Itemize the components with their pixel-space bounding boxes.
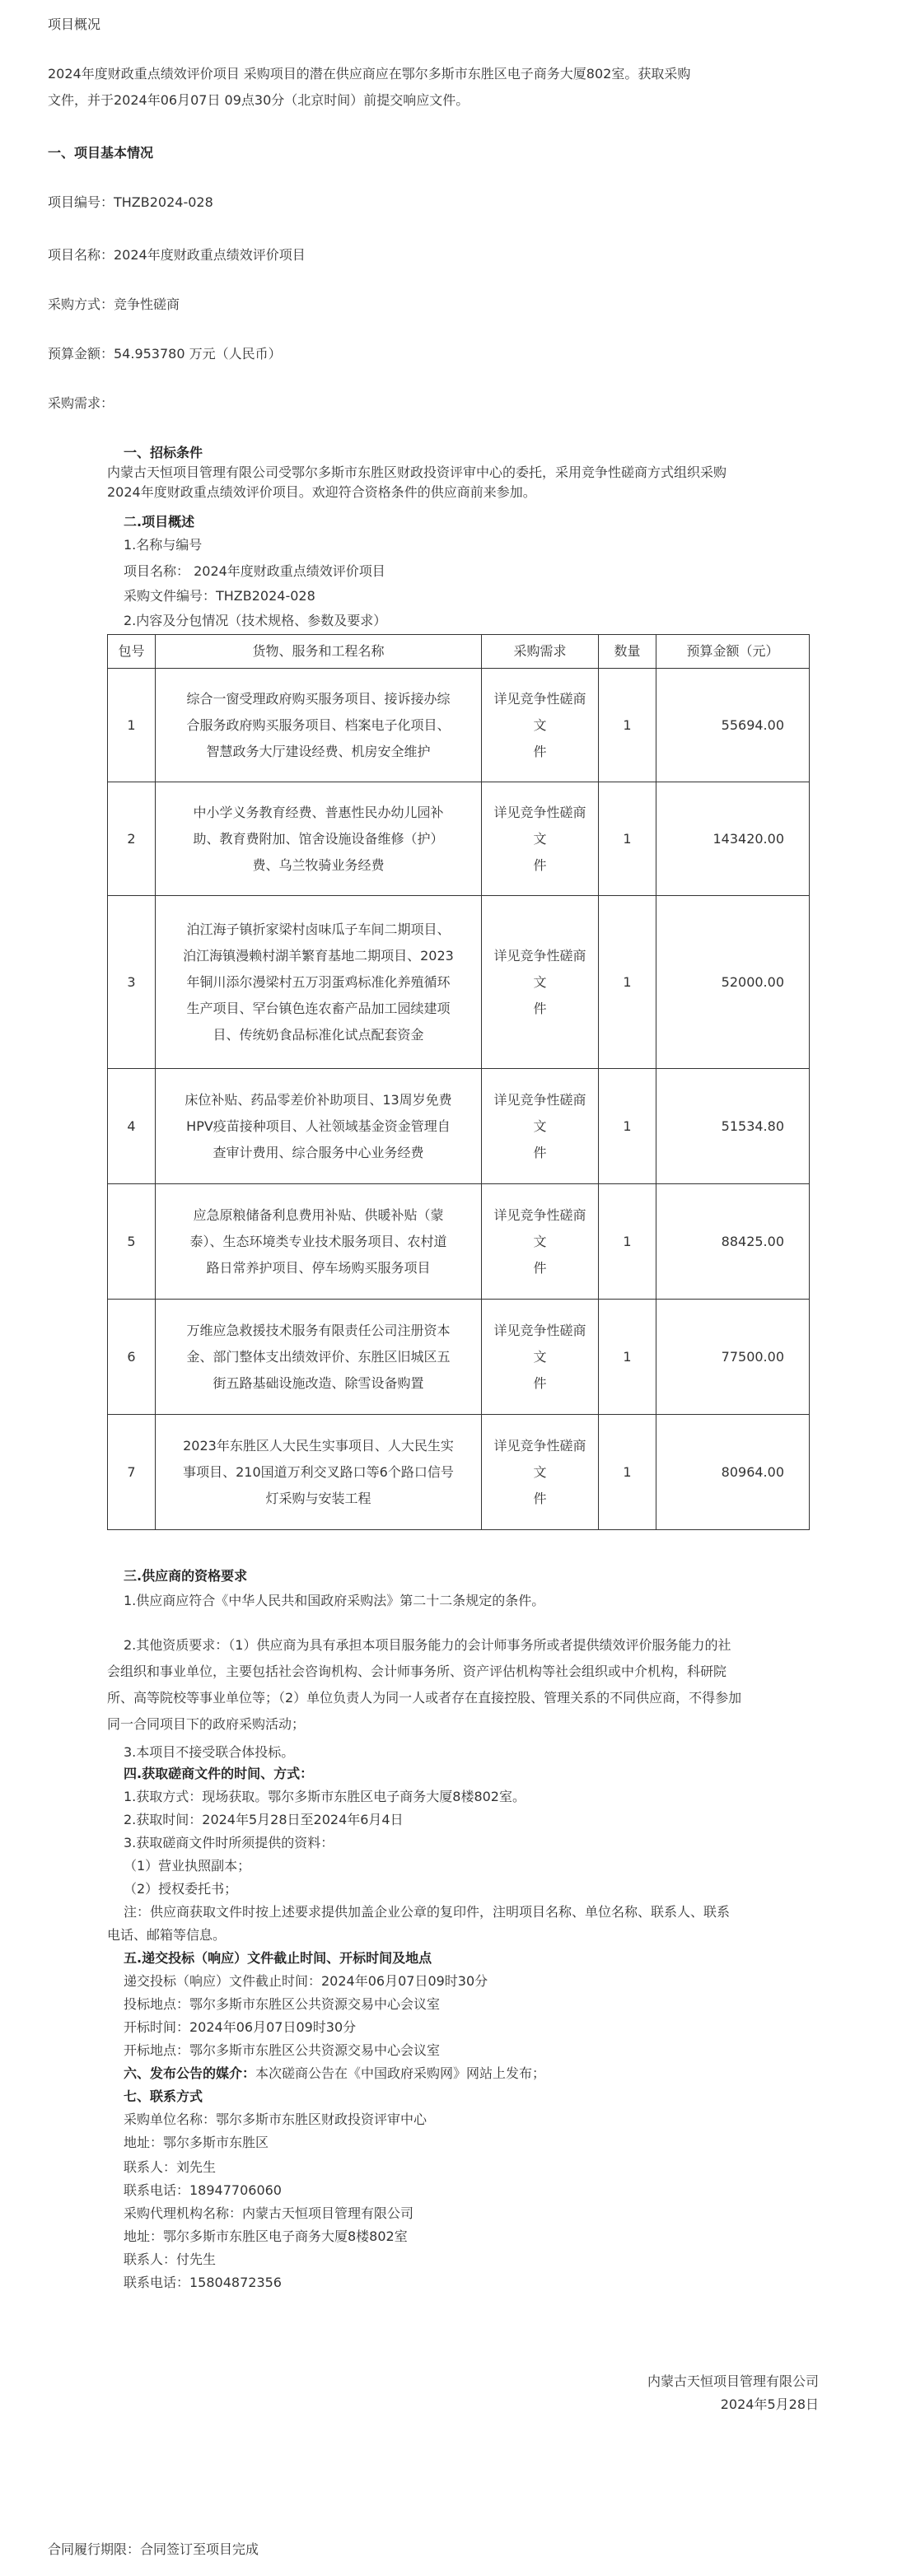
requirement-line: 件 bbox=[533, 1259, 547, 1276]
item-name-line: 年铜川添尔漫梁村五万羽蛋鸡标准化养殖循环 bbox=[186, 973, 451, 990]
cell-quantity: 1 bbox=[599, 782, 656, 896]
item-name-line: HPV疫苗接种项目、人社领域基金资金管理自 bbox=[186, 1118, 451, 1134]
cell-package-no: 3 bbox=[108, 896, 156, 1069]
item-name-line: 金、部门整体支出绩效评价、东胜区旧城区五 bbox=[186, 1348, 451, 1365]
cell-package-no: 6 bbox=[108, 1300, 156, 1415]
requirement-line: 详见竞争性磋商文 bbox=[493, 1206, 586, 1249]
item-name-line: 费、乌兰牧骑业务经费 bbox=[252, 856, 385, 873]
req-sub-2: 项目名称： 2024年度财政重点绩效评价项目 bbox=[124, 563, 385, 579]
cell-requirement bbox=[482, 1300, 599, 1415]
cell-budget: 52000.00 bbox=[656, 896, 810, 1069]
section-6 bbox=[124, 2064, 545, 2084]
buyer-address: 地址：鄂尔多斯市东胜区 bbox=[124, 2135, 269, 2150]
opening-location: 开标地点：鄂尔多斯市东胜区公共资源交易中心会议室 bbox=[124, 2042, 441, 2058]
cell-item-name bbox=[156, 782, 482, 896]
req-heading-2: 二.项目概述 bbox=[124, 514, 195, 530]
item-name-line: 合服务政府购买服务项目、档案电子化项目、 bbox=[186, 716, 451, 733]
requirement-line: 件 bbox=[533, 1374, 547, 1391]
qualification-3: 3.本项目不接受联合体投标。 bbox=[124, 1744, 295, 1760]
agency-address: 地址：鄂尔多斯市东胜区电子商务大厦8楼802室 bbox=[124, 2228, 408, 2244]
buyer-phone: 联系电话：18947706060 bbox=[124, 2182, 282, 2198]
req-content-line-2: 2024年度财政重点绩效评价项目。欢迎符合资格条件的供应商前来参加。 bbox=[107, 484, 536, 500]
section-5-heading: 五.递交投标（响应）文件截止时间、开标时间及地点 bbox=[124, 1950, 432, 1966]
requirement-line: 详见竞争性磋商文 bbox=[493, 690, 586, 733]
procurement-method: 采购方式：竞争性磋商 bbox=[48, 296, 180, 312]
req-sub-3: 采购文件编号：THZB2024-028 bbox=[124, 588, 315, 604]
cell-budget: 77500.00 bbox=[656, 1300, 810, 1415]
req-sub-4: 2.内容及分包情况（技术规格、参数及要求） bbox=[124, 613, 387, 628]
buyer-contact: 联系人：刘先生 bbox=[124, 2159, 217, 2175]
cell-quantity: 1 bbox=[599, 669, 656, 782]
requirement-line: 件 bbox=[533, 1490, 547, 1506]
submission-deadline: 递交投标（响应）文件截止时间：2024年06月07日09时30分 bbox=[124, 1973, 488, 1989]
col-item-name: 货物、服务和工程名称 bbox=[156, 635, 482, 669]
acquire-time: 2.获取时间：2024年5月28日至2024年6月4日 bbox=[124, 1812, 404, 1827]
cell-item-name bbox=[156, 896, 482, 1069]
section-7-heading: 七、联系方式 bbox=[124, 2088, 203, 2104]
cell-item-name bbox=[156, 1300, 482, 1415]
agency-contact: 联系人：付先生 bbox=[124, 2252, 217, 2267]
table-row bbox=[108, 896, 810, 1069]
acquire-note-line-2: 电话、邮箱等信息。 bbox=[107, 1927, 227, 1943]
item-name-line: 街五路基础设施改造、除雪设备购置 bbox=[213, 1374, 424, 1391]
cell-requirement bbox=[482, 1415, 599, 1530]
agency-phone: 联系电话：15804872356 bbox=[124, 2275, 282, 2290]
cell-quantity: 1 bbox=[599, 1184, 656, 1300]
cell-budget: 80964.00 bbox=[656, 1415, 810, 1530]
item-name-line: 泊江海子镇折家梁村卤味瓜子车间二期项目、 bbox=[186, 921, 451, 937]
item-name-line: 生产项目、罕台镇色连农畜产品加工园续建项 bbox=[186, 1000, 451, 1016]
cell-requirement bbox=[482, 1069, 599, 1184]
qualification-1: 1.供应商应符合《中华人民共和国政府采购法》第二十二条规定的条件。 bbox=[124, 1593, 545, 1608]
item-name-line: 路日常养护项目、停车场购买服务项目 bbox=[206, 1259, 431, 1276]
cell-package-no: 5 bbox=[108, 1184, 156, 1300]
section-1-heading: 一、项目基本情况 bbox=[48, 145, 154, 161]
item-name-line: 2023年东胜区人大民生实事项目、人大民生实 bbox=[183, 1437, 454, 1454]
requirement-line: 件 bbox=[533, 743, 547, 759]
acquire-note-line-1: 注：供应商获取文件时按上述要求提供加盖企业公章的复印件，注明项目名称、单位名称、联系人、联系 bbox=[124, 1904, 731, 1920]
overview-line-2: 文件，并于2024年06月07日 09点30分（北京时间）前提交响应文件。 bbox=[48, 92, 470, 108]
cell-requirement bbox=[482, 669, 599, 782]
item-name-line: 灯采购与安装工程 bbox=[265, 1490, 371, 1506]
acquire-method: 1.获取方式：现场获取。鄂尔多斯市东胜区电子商务大厦8楼802室。 bbox=[124, 1789, 526, 1804]
acquire-materials: 3.获取磋商文件时所须提供的资料： bbox=[124, 1835, 334, 1850]
col-budget: 预算金额（元） bbox=[656, 635, 810, 669]
qualification-2-line-3: 所、高等院校等事业单位等；（2）单位负责人为同一人或者存在直接控股、管理关系的不同供应商，不得参加 bbox=[107, 1690, 742, 1706]
item-name-line: 床位补贴、药品零差价补助项目、13周岁免费 bbox=[185, 1091, 452, 1108]
requirement-line: 件 bbox=[533, 1000, 547, 1016]
cell-package-no: 7 bbox=[108, 1415, 156, 1530]
overview-heading: 项目概况 bbox=[48, 16, 101, 32]
agency-name: 采购代理机构名称：内蒙古天恒项目管理有限公司 bbox=[124, 2205, 414, 2221]
table-row bbox=[108, 1300, 810, 1415]
requirement-line: 详见竞争性磋商文 bbox=[493, 1091, 586, 1134]
qualification-2-line-1: 2.其他资质要求：（1）供应商为具有承担本项目服务能力的会计师事务所或者提供绩效评价服务能力的社 bbox=[124, 1637, 731, 1653]
project-name: 项目名称：2024年度财政重点绩效评价项目 bbox=[48, 247, 306, 263]
item-name-line: 中小学义务教育经费、普惠性民办幼儿园补 bbox=[193, 804, 444, 820]
item-name-line: 事项目、210国道万利交叉路口等6个路口信号 bbox=[183, 1463, 454, 1480]
cell-quantity: 1 bbox=[599, 896, 656, 1069]
table-row bbox=[108, 782, 810, 896]
requirement-line: 详见竞争性磋商文 bbox=[493, 1322, 586, 1365]
bid-location: 投标地点：鄂尔多斯市东胜区公共资源交易中心会议室 bbox=[124, 1996, 441, 2012]
requirement-line: 件 bbox=[533, 1144, 547, 1160]
cell-budget: 143420.00 bbox=[656, 782, 810, 896]
cell-requirement bbox=[482, 896, 599, 1069]
cell-item-name bbox=[156, 1415, 482, 1530]
project-number: 项目编号：THZB2024-028 bbox=[48, 194, 213, 210]
section-3-heading: 三.供应商的资格要求 bbox=[124, 1568, 248, 1584]
material-1: （1）营业执照副本； bbox=[124, 1858, 251, 1874]
cell-quantity: 1 bbox=[599, 1300, 656, 1415]
footer-date: 2024年5月28日 bbox=[720, 2396, 819, 2412]
cell-budget: 55694.00 bbox=[656, 669, 810, 782]
cell-package-no: 4 bbox=[108, 1069, 156, 1184]
material-2: （2）授权委托书； bbox=[124, 1881, 238, 1897]
table-row bbox=[108, 1069, 810, 1184]
requirement-line: 详见竞争性磋商文 bbox=[493, 947, 586, 990]
item-name-line: 查审计费用、综合服务中心业务经费 bbox=[213, 1144, 424, 1160]
req-heading-1: 一、招标条件 bbox=[124, 445, 203, 460]
qualification-2-line-2: 会组织和事业单位，主要包括社会咨询机构、会计师事务所、资产评估机构等社会组织或中介机构，科研院 bbox=[107, 1664, 727, 1679]
col-quantity: 数量 bbox=[599, 635, 656, 669]
section-4-heading: 四.获取磋商文件的时间、方式： bbox=[124, 1766, 314, 1781]
cell-quantity: 1 bbox=[599, 1069, 656, 1184]
item-name-line: 综合一窗受理政府购买服务项目、接诉接办综 bbox=[186, 690, 451, 707]
cell-package-no: 1 bbox=[108, 669, 156, 782]
cell-quantity: 1 bbox=[599, 1415, 656, 1530]
cell-package-no: 2 bbox=[108, 782, 156, 896]
cell-requirement bbox=[482, 1184, 599, 1300]
contract-period: 合同履行期限：合同签订至项目完成 bbox=[48, 2541, 259, 2557]
item-name-line: 智慧政务大厅建设经费、机房安全维护 bbox=[206, 743, 431, 759]
item-name-line: 应急原粮储备利息费用补贴、供暖补贴（蒙 bbox=[193, 1206, 444, 1223]
col-requirement: 采购需求 bbox=[482, 635, 599, 669]
section-6-text: 本次磋商公告在《中国政府采购网》网站上发布； bbox=[255, 2065, 546, 2081]
item-name-line: 目、传统奶食品标准化试点配套资金 bbox=[213, 1026, 424, 1043]
table-header-row bbox=[108, 635, 810, 669]
req-sub-1: 1.名称与编号 bbox=[124, 537, 203, 553]
cell-requirement bbox=[482, 782, 599, 896]
cell-item-name bbox=[156, 669, 482, 782]
cell-item-name bbox=[156, 1184, 482, 1300]
requirement-line: 详见竞争性磋商文 bbox=[493, 1437, 586, 1480]
cell-budget: 88425.00 bbox=[656, 1184, 810, 1300]
requirement-line: 详见竞争性磋商文 bbox=[493, 804, 586, 847]
item-name-line: 万维应急救援技术服务有限责任公司注册资本 bbox=[186, 1322, 451, 1338]
requirement-line: 件 bbox=[533, 856, 547, 873]
col-package-no: 包号 bbox=[108, 635, 156, 669]
table-row bbox=[108, 1184, 810, 1300]
table-row bbox=[108, 669, 810, 782]
item-name-line: 助、教育费附加、馆舍设施设备维修（护） bbox=[193, 830, 444, 847]
item-name-line: 泰）、生态环境类专业技术服务项目、农村道 bbox=[189, 1233, 447, 1249]
footer-company: 内蒙古天恒项目管理有限公司 bbox=[647, 2373, 819, 2389]
item-name-line: 泊江海镇漫赖村湖羊繁育基地二期项目、2023 bbox=[183, 947, 454, 964]
package-table bbox=[107, 634, 810, 1530]
section-6-heading: 六、发布公告的媒介： bbox=[124, 2065, 256, 2081]
cell-budget: 51534.80 bbox=[656, 1069, 810, 1184]
req-content-line-1: 内蒙古天恒项目管理有限公司受鄂尔多斯市东胜区财政投资评审中心的委托，采用竞争性磋商方式组织采购 bbox=[107, 464, 727, 480]
opening-time: 开标时间：2024年06月07日09时30分 bbox=[124, 2019, 357, 2035]
table-row bbox=[108, 1415, 810, 1530]
buyer-name: 采购单位名称：鄂尔多斯市东胜区财政投资评审中心 bbox=[124, 2112, 427, 2127]
budget-amount: 预算金额：54.953780 万元（人民币） bbox=[48, 346, 282, 362]
qualification-2-line-4: 同一合同项目下的政府采购活动； bbox=[107, 1716, 306, 1732]
overview-line-1: 2024年度财政重点绩效评价项目 采购项目的潜在供应商应在鄂尔多斯市东胜区电子商务大厦802室。获取采购 bbox=[48, 66, 691, 82]
procurement-requirement-label: 采购需求： bbox=[48, 395, 114, 411]
cell-item-name bbox=[156, 1069, 482, 1184]
